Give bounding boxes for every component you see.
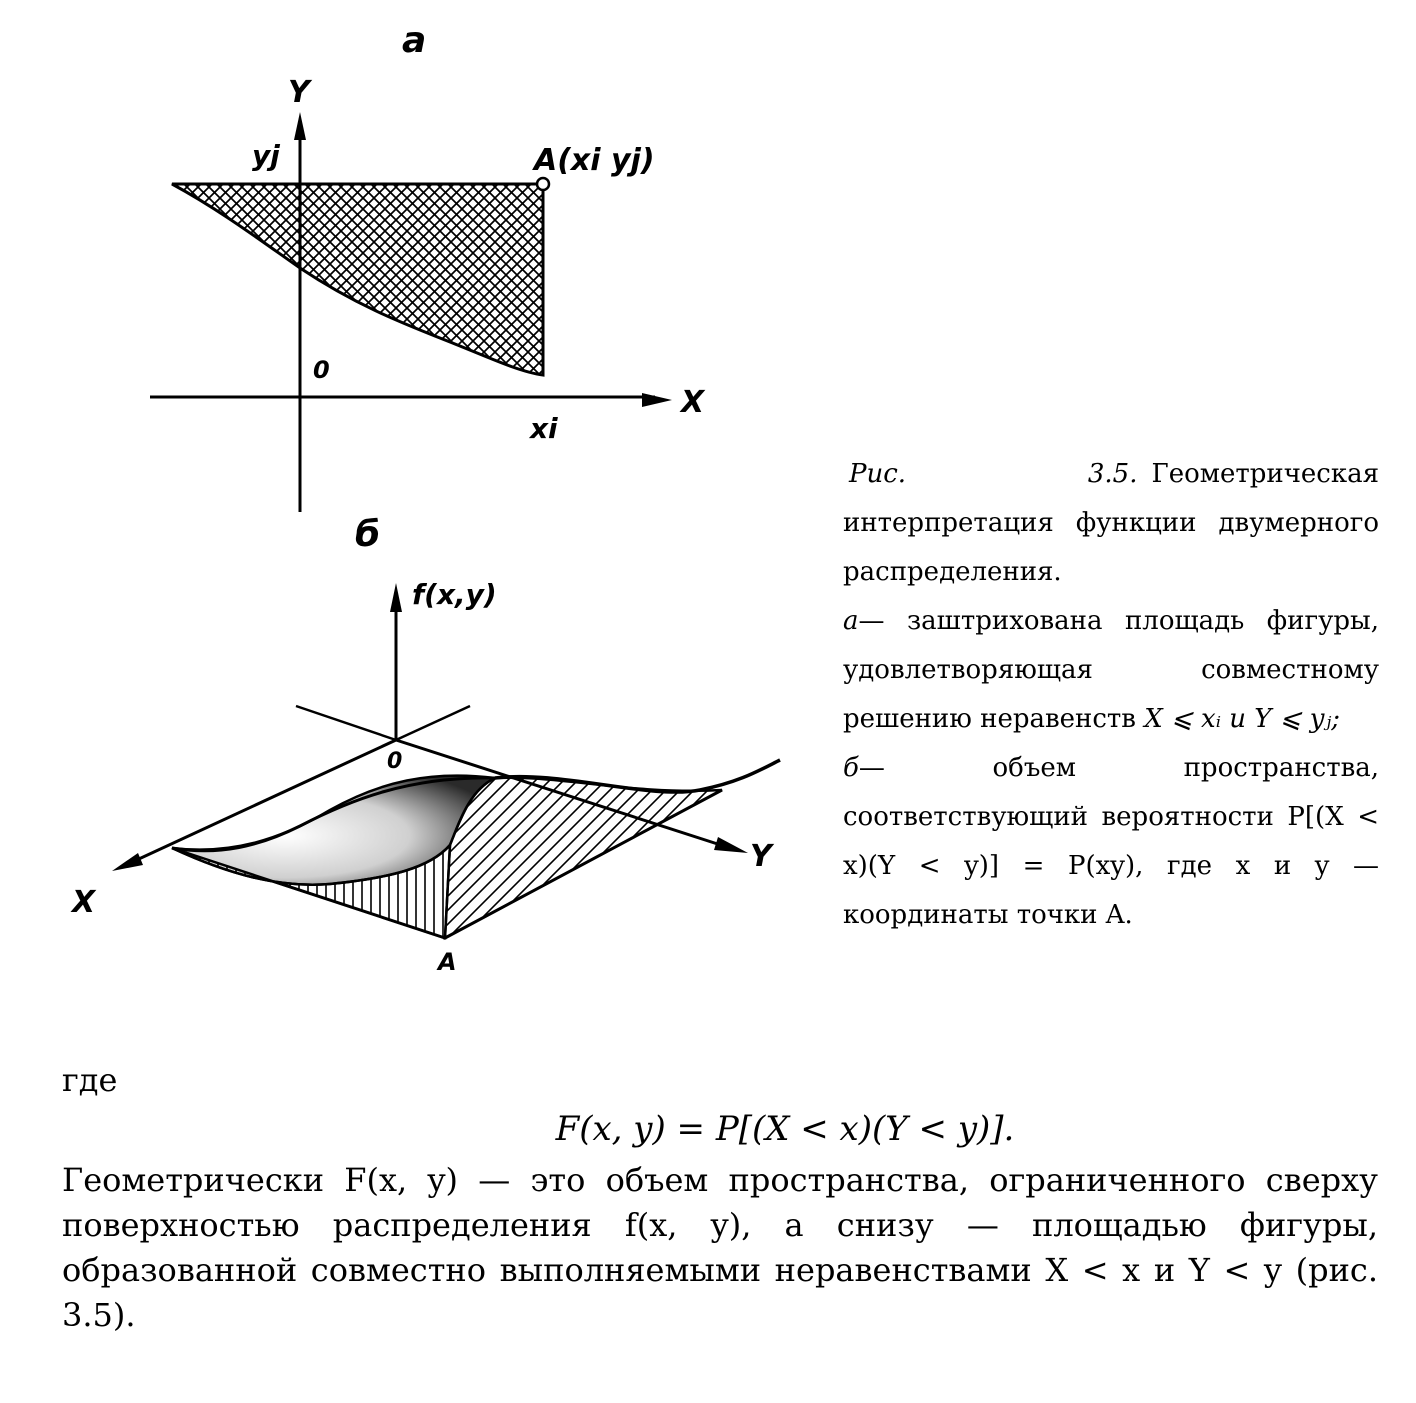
caption-figure-number: Рис. 3.5.: [849, 459, 1138, 489]
caption-item-b-math: P[(X < x)(Y < y)] = P(xy), где x и y — координаты точки A.: [843, 802, 1379, 930]
panel-b-label: б: [355, 514, 381, 555]
panel-b-back-y-axis: [296, 706, 396, 740]
panel-b-x-axis-label: X: [72, 885, 96, 920]
panel-b-f-axis-label: f(x,y): [412, 578, 497, 611]
body-paragraph: Геометрически F(x, y) — это объем пространства, ограниченного сверху поверхностью распределения f(x, y), а снизу — площадью фигуры, образованной совместно выполняемыми неравенствами X < x и Y < y (рис. 3.5).: [62, 1161, 1378, 1334]
panel-a-shaded-region: [172, 184, 543, 375]
panel-b-point-label: A: [438, 948, 457, 976]
panel-a-point-label: A(xi yj): [534, 143, 655, 178]
panel-b-f-arrow: [390, 583, 402, 612]
caption-item-b-prefix: б: [843, 753, 859, 783]
panel-b: [70, 514, 780, 976]
body-formula: F(x, y) = P[(X < x)(Y < y)].: [555, 1109, 1015, 1149]
caption-item-a-prefix: а: [843, 606, 859, 636]
panel-a: [150, 20, 706, 512]
panel-b-origin-label: 0: [387, 749, 403, 774]
panel-b-wall-front-right: [445, 778, 722, 938]
panel-a-y-axis-label: Y: [288, 75, 310, 110]
figure-caption: [843, 450, 1379, 940]
panel-a-xi-label: xi: [530, 412, 558, 445]
panel-a-point-a: [537, 178, 549, 190]
panel-b-y-arrow: [714, 837, 748, 853]
body-text: [62, 1058, 1378, 1338]
panel-a-yj-label: yj: [252, 139, 280, 172]
panel-a-x-axis-label: X: [681, 385, 705, 420]
panel-a-origin-label: 0: [313, 356, 330, 384]
panel-b-back-x-axis: [396, 706, 470, 740]
panel-a-x-arrow: [642, 393, 672, 407]
caption-item-b-text: — объем пространства, соответствующий вероятности: [843, 753, 1379, 832]
body-lead: где: [62, 1061, 118, 1099]
panel-a-y-arrow: [294, 112, 306, 140]
panel-a-label: a: [402, 20, 427, 61]
caption-item-a-text: — заштрихована площадь фигуры, удовлетворяющая совместному решению неравенств: [843, 606, 1379, 734]
caption-title: Геометрическая интерпретация функции двумерного распределения.: [843, 459, 1379, 587]
panel-b-x-arrow: [112, 853, 143, 871]
panel-b-y-axis-label: Y: [750, 839, 772, 874]
caption-item-a-math: X ⩽ xᵢ и Y ⩽ yⱼ;: [1144, 704, 1341, 734]
